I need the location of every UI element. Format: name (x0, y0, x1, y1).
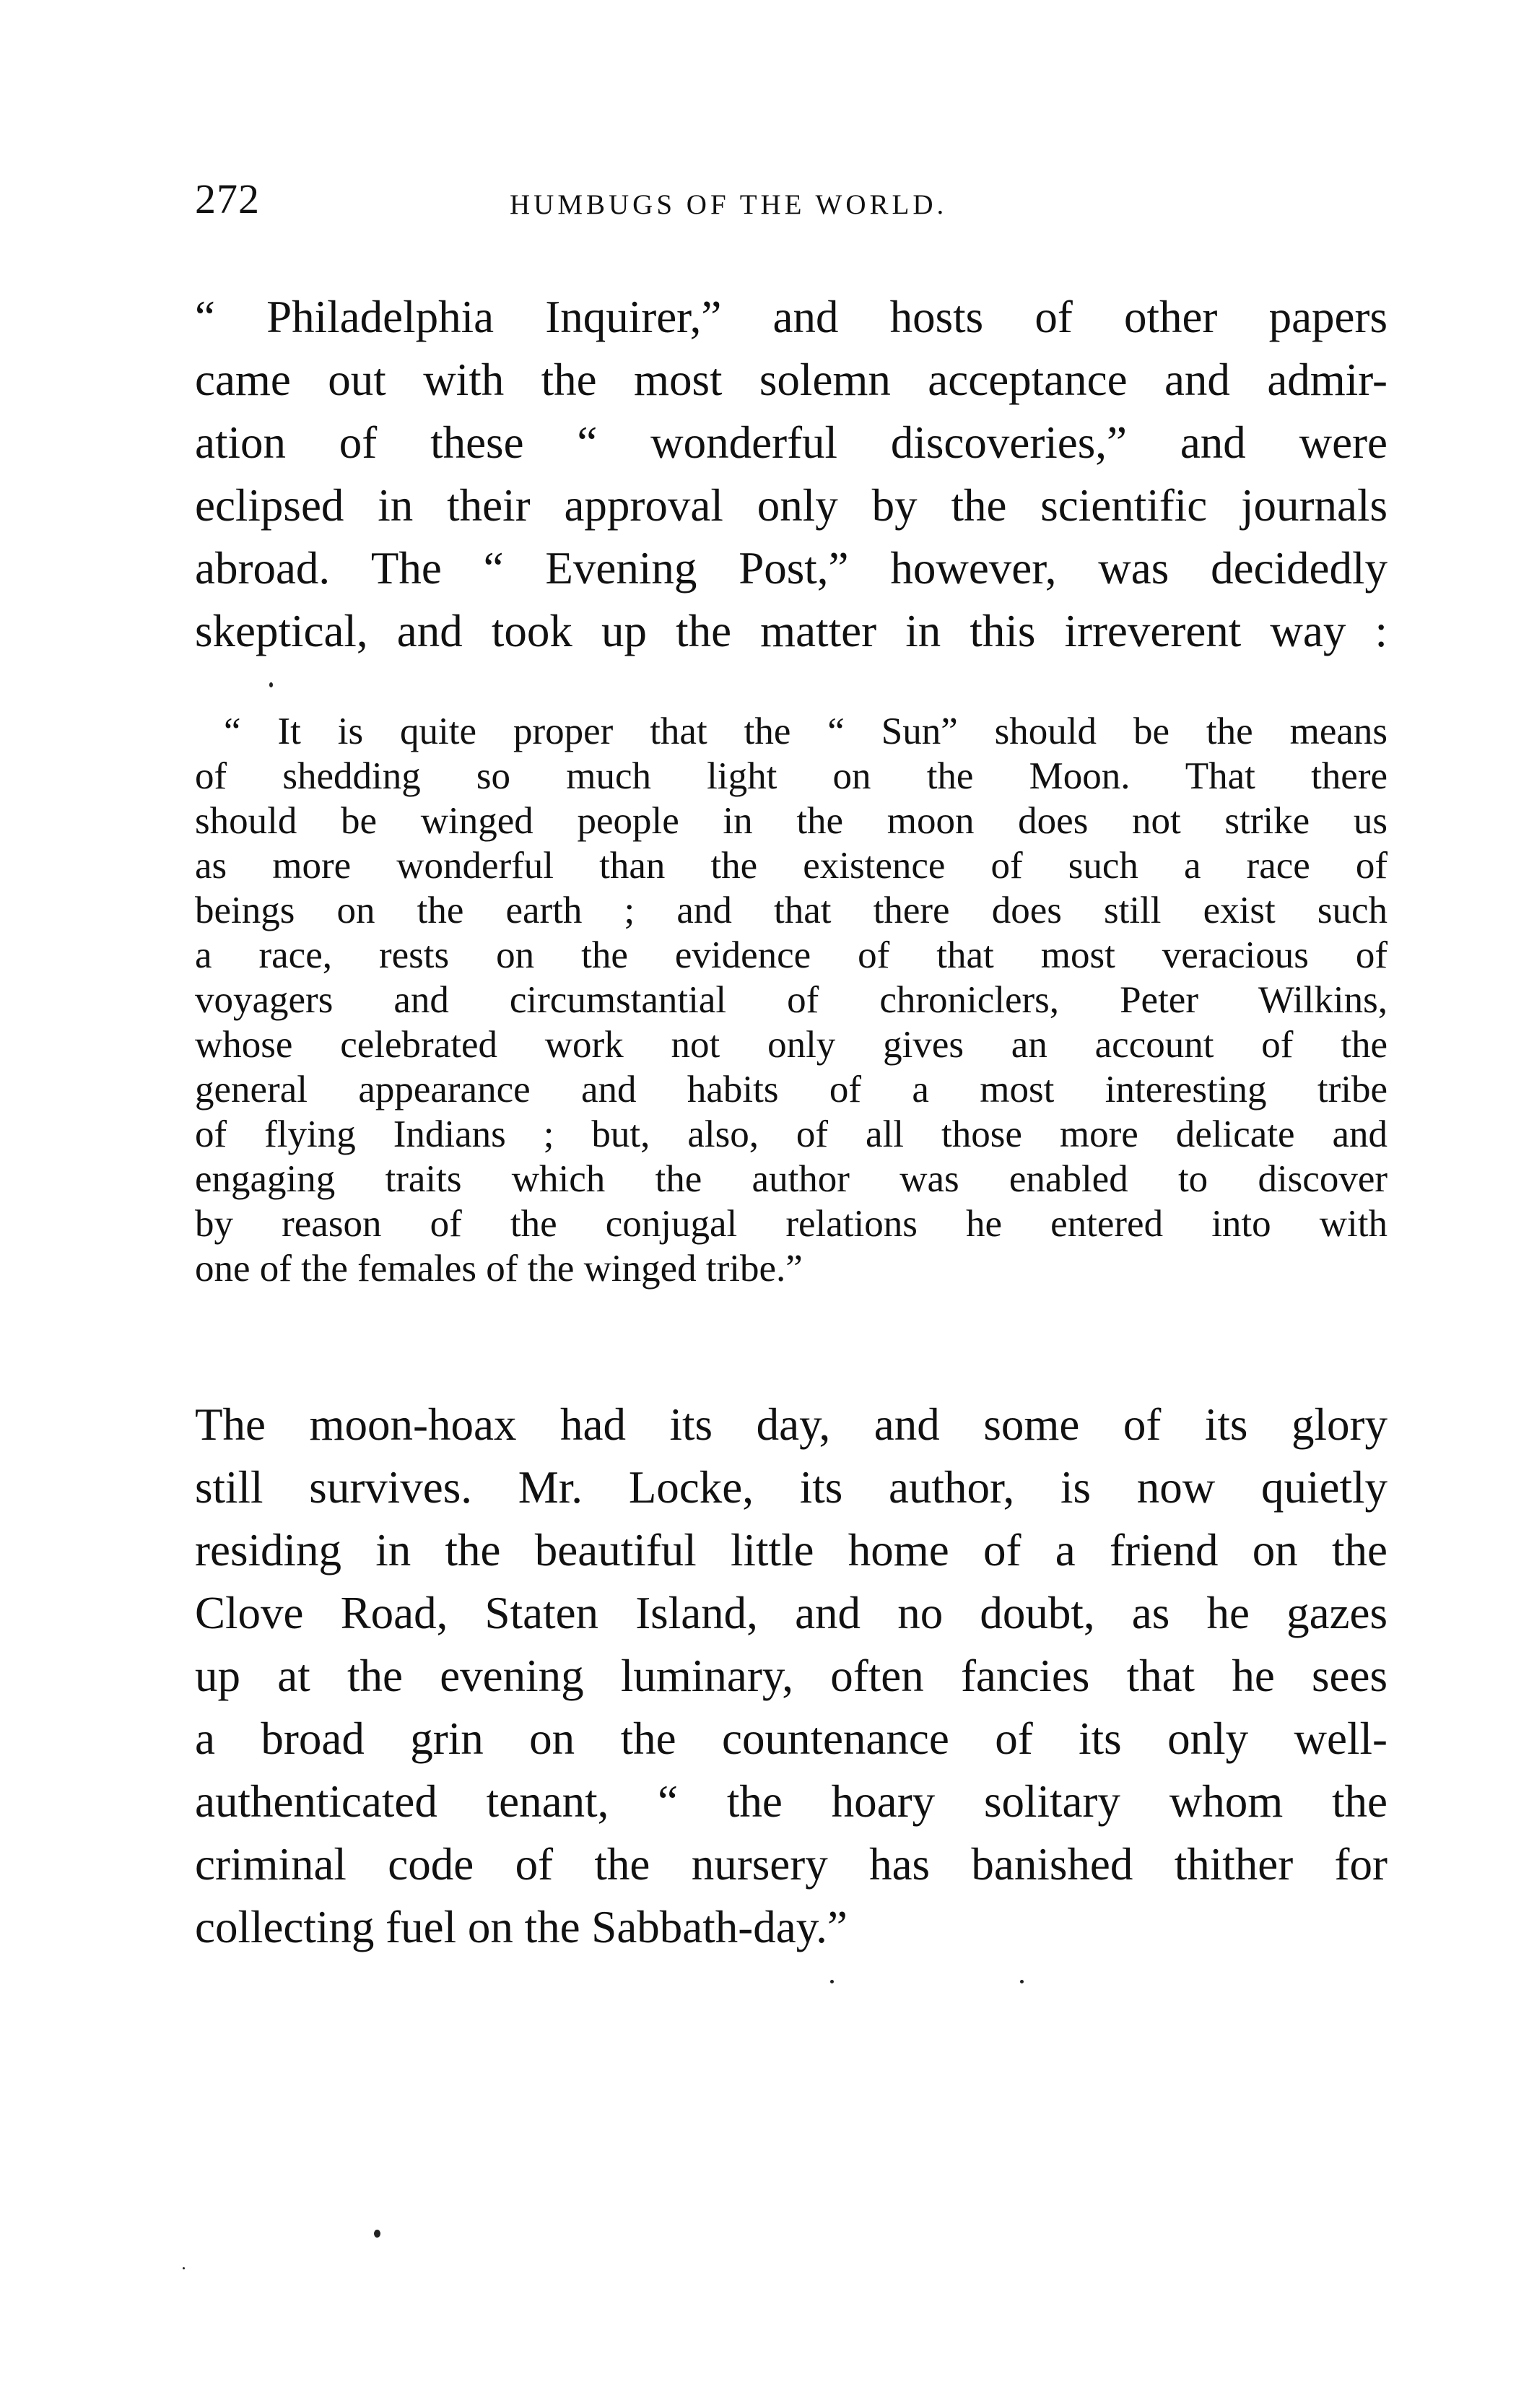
paragraph-line: The moon-hoax had its day, and some of its glory (195, 1399, 1388, 1450)
quote-line: general appearance and habits of a most interesting tribe (195, 1069, 1388, 1110)
running-head (195, 170, 1097, 235)
paragraph-line: criminal code of the nursery has banished thither for (195, 1839, 1388, 1890)
paragraph-line: came out with the most solemn acceptance and admir- (195, 355, 1388, 405)
paragraph-line: eclipsed in their approval only by the scientific journals (195, 480, 1388, 531)
page-number: 272 (195, 175, 260, 222)
quote-line: of shedding so much light on the Moon. That there (195, 755, 1388, 797)
paragraph-line: collecting fuel on the Sabbath-day.” (195, 1902, 848, 1952)
quote-line: “ It is quite proper that the “ Sun” should be the means (224, 710, 1388, 752)
paragraph-line: up at the evening luminary, often fancies that he sees (195, 1651, 1388, 1701)
ink-speck (1020, 1980, 1024, 1983)
ink-speck (830, 1980, 834, 1983)
paragraph-1 (195, 286, 1388, 663)
quote-line: of flying Indians ; but, also, of all those more delicate and (195, 1113, 1388, 1155)
paragraph-line: authenticated tenant, “ the hoary solitary whom the (195, 1776, 1388, 1827)
quote-line: engaging traits which the author was enabled to discover (195, 1158, 1388, 1200)
quote-line: should be winged people in the moon does not strike us (195, 800, 1388, 842)
paragraph-line: Clove Road, Staten Island, and no doubt, as he gazes (195, 1588, 1388, 1638)
quote-line: beings on the earth ; and that there does still exist such (195, 890, 1388, 931)
quote-line: one of the females of the winged tribe.” (195, 1248, 803, 1290)
quote-line: by reason of the conjugal relations he entered into with (195, 1203, 1388, 1245)
paragraph-line: “ Philadelphia Inquirer,” and hosts of other papers (195, 292, 1388, 342)
quote-line: as more wonderful than the existence of such a race of (195, 845, 1388, 887)
paragraph-line: a broad grin on the countenance of its only well- (195, 1713, 1388, 1764)
paragraph-2 (195, 1394, 1388, 1959)
paragraph-line: still survives. Mr. Locke, its author, is now quietly (195, 1462, 1388, 1513)
quote-line: whose celebrated work not only gives an account of the (195, 1024, 1388, 1066)
paragraph-line: ation of these “ wonderful discoveries,” and were (195, 417, 1388, 468)
running-title: HUMBUGS OF THE WORLD. (510, 189, 948, 220)
paragraph-line: abroad. The “ Evening Post,” however, was decidedly (195, 543, 1388, 594)
ink-speck (183, 2267, 185, 2269)
quote-line: voyagers and circumstantial of chroniclers, Peter Wilkins, (195, 979, 1388, 1021)
block-quote (195, 709, 1388, 1291)
quote-line: a race, rests on the evidence of that most veracious of (195, 934, 1388, 976)
paragraph-line: skeptical, and took up the matter in this irreverent way : (195, 606, 1388, 656)
paragraph-line: residing in the beautiful little home of a friend on the (195, 1525, 1388, 1575)
ink-speck (374, 2230, 380, 2238)
ink-speck (269, 682, 273, 687)
